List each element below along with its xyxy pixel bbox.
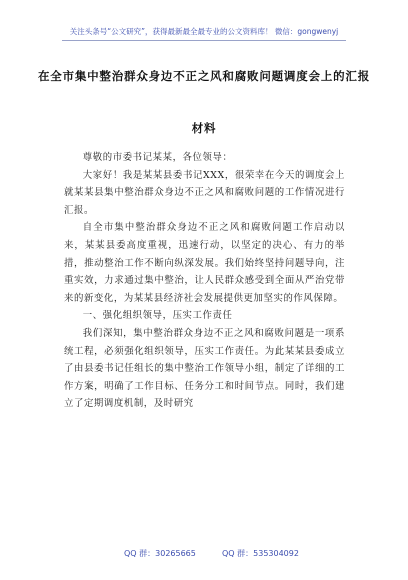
footer-qq-group-2: QQ 群：535304092: [222, 549, 299, 558]
paragraph-overview: 自全市集中整治群众身边不正之风和腐败问题工作启动以来，某某县委高度重视，迅速行动，以坚定的决心、有力的举措，推动整治工作不断向纵深发展。我们始终坚持问题导向，注重实效，力求通过集中整治，让人民群众感受到全面从严治党带来的新变化，为某某县经济社会发展提供更加坚实的作风保障。: [64, 222, 345, 304]
section-paragraph: 我们深知，集中整治群众身边不正之风和腐败问题是一项系统工程，必须强化组织领导，压实工作责任。为此某某县委成立了由县委书记任组长的集中整治工作领导小组，制定了详细的工作方案，明确了工作目标、任务分工和时间节点。同时，我们建立了定期调度机制，及时研究: [64, 327, 345, 410]
document-body: [64, 149, 345, 413]
section-heading: 一、强化组织领导，压实工作责任: [82, 310, 233, 322]
document-title-line-2: 材料: [191, 121, 217, 135]
paragraph-greeting: 大家好！我是某某县委书记XXX，很荣幸在今天的调度会上就某某县集中整治群众身边不正之风和腐败问题的工作情况进行汇报。: [64, 169, 345, 216]
footer-qq-group-1: QQ 群：30265665: [124, 549, 196, 558]
header-divider: [62, 40, 346, 41]
document-title-line-1: 在全市集中整治群众身边不正之风和腐败问题调度会上的汇报: [37, 69, 371, 83]
header-banner: 关注头条号“公文研究”，获得最新最全最专业的公文资料库！ 微信：gongwenyj: [69, 27, 339, 36]
salutation: 尊敬的市委书记某某，各位领导：: [82, 152, 233, 163]
